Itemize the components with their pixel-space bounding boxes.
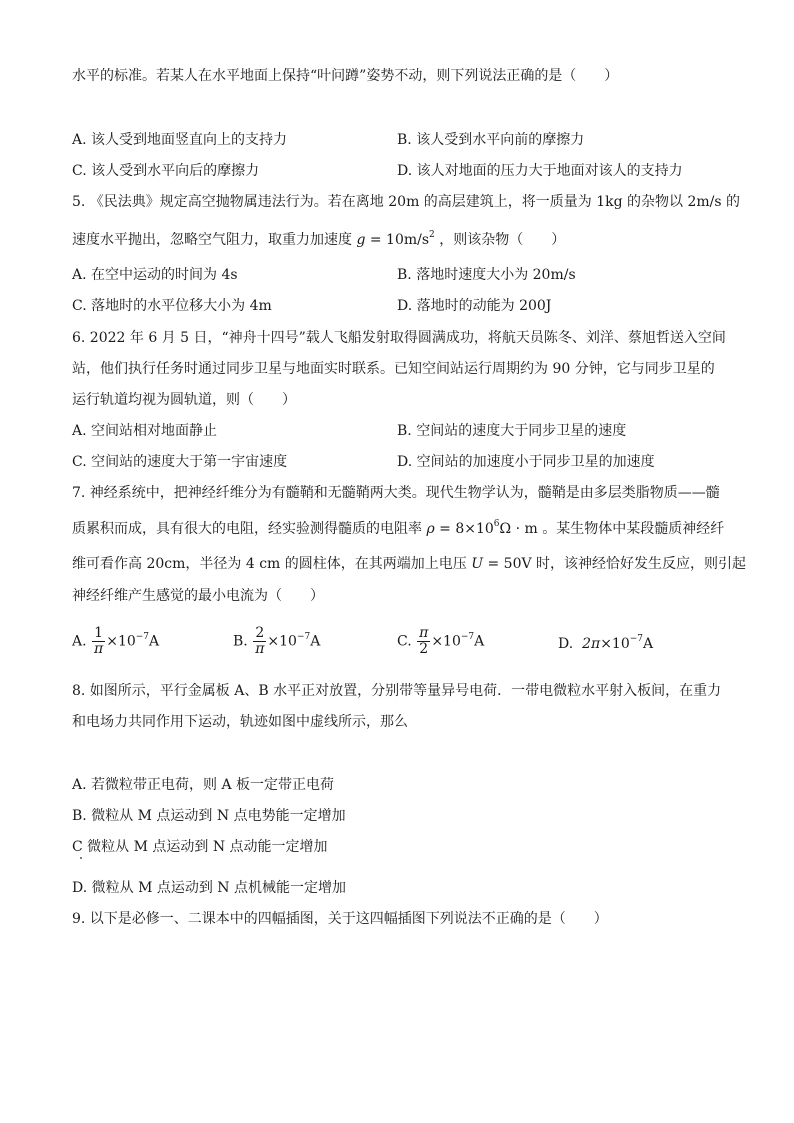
q5-stem-post: ，则该杂物（ ） [434,232,566,248]
q8-stem-line-1: 8. 如图所示，平行金属板 A、B 水平正对放置，分别带等量异号电荷．一带电微粒水平射入板间，在重力 [72,683,722,699]
fraction-numerator: π [419,625,429,641]
exponent: −7 [460,631,475,642]
q5-option-a: A. 在空中运动的时间为 4s [72,267,238,283]
q8-option-d: D. 微粒从 M 点运动到 N 点机械能一定增加 [72,880,347,896]
unit: A [149,633,160,650]
q6-stem-line-3: 运行轨道均视为圆轨道，则（ ） [72,392,296,408]
exponent: −7 [629,634,644,645]
g-symbol: g [356,232,366,248]
q9-stem-line-1: 9. 以下是必修一、二课本中的四幅插图，关于这四幅插图下列说法不正确的是（ ） [72,911,608,927]
q7-option-b-fraction [253,626,266,657]
q5-stem-line-1: 5. 《民法典》规定高空抛物属违法行为。若在离地 20m 的高层建筑上，将一质量为 1kg 的杂物以 2m/s 的 [72,194,741,210]
q7-stem-line-4: 神经纤维产生感觉的最小电流为（ ） [72,588,324,604]
fraction-denominator: π [255,641,265,657]
q5-option-c: C. 落地时的水平位移大小为 4m [72,298,272,314]
q7-option-d [558,634,653,654]
q7-stem-line-2 [72,519,724,539]
g-value: = 10m/s [365,232,430,248]
g-exponent: 2 [429,230,435,241]
q7-option-a-label: A. [72,633,87,650]
exponent: −7 [135,631,150,642]
q8-option-c: C 微粒从 M 点运动到 N 点动能一定增加 [72,839,328,855]
q4-option-d: D. 该人对地面的压力大于地面对该人的支持力 [397,163,683,179]
u-value: = 50V [483,556,532,572]
q4-option-b: B. 该人受到水平向前的摩擦力 [397,132,585,148]
u-symbol: U [471,556,484,572]
fraction-denominator: 2 [419,641,429,657]
fraction-denominator: π [94,641,104,657]
mult-base: ×10 [106,633,136,650]
q6-stem-line-1: 6. 2022 年 6 月 5 日，“神舟十四号”载人飞船发射取得圆满成功，将航天员陈冬、刘洋、蔡旭哲送入空间 [72,330,726,346]
q7-stem-post-3: 时，该神经恰好发生反应，则引起 [531,556,747,572]
mult-base: ×10 [431,633,461,650]
q7-stem-line-1: 7. 神经系统中，把神经纤维分为有髓鞘和无髓鞘两大类。现代生物学认为，髓鞘是由多层类脂物质——髓 [72,485,720,501]
mult-base: ×10 [267,633,297,650]
q6-option-b: B. 空间站的速度大于同步卫星的速度 [397,423,627,439]
q6-option-c: C. 空间站的速度大于第一宇宙速度 [72,454,288,470]
q6-stem-line-2: 站，他们执行任务时通过同步卫星与地面实时联系。已知空间站运行周期约为 90 分钟，它与同步卫星的 [72,361,715,377]
q7-option-a-fraction [92,626,105,657]
q7-stem-pre-3: 维可看作高 20cm，半径为 4 cm 的圆柱体，在其两端加上电压 [72,556,472,572]
rho-value: = 8×10 [434,521,494,537]
rho-exponent: 6 [493,519,500,530]
q8-option-b: B. 微粒从 M 点运动到 N 点电势能一定增加 [72,808,346,824]
rho-unit: Ω · m [499,521,538,537]
q7-option-c-label: C. [397,633,412,650]
q5-option-d: D. 落地时的动能为 200J [397,298,552,314]
q6-option-a: A. 空间站相对地面静止 [72,423,218,439]
q7-option-b [233,626,320,657]
q7-option-c-fraction [417,626,430,657]
unit: A [474,633,485,650]
unit: A [643,636,654,652]
mult-base: ×10 [600,636,630,652]
q4-option-c: C. 该人受到水平向后的摩擦力 [72,163,260,179]
q5-stem-pre: 速度水平抛出，忽略空气阻力，取重力加速度 [72,232,357,248]
fraction-numerator: 1 [92,626,105,642]
q8-stem-line-2: 和电场力共同作用下运动，轨迹如图中虚线所示，那么 [72,714,408,730]
q5-stem-line-2 [72,230,565,250]
q4-stem-line: 水平的标准。若某人在水平地面上保持“叶问蹲”姿势不动，则下列说法正确的是（ ） [72,68,619,84]
q7-stem-post: 。某生物体中某段髓质神经纤 [537,521,725,537]
stray-dot-mark [80,857,82,859]
q7-option-d-label: D. [558,636,574,652]
q4-option-a: A. 该人受到地面竖直向上的支持力 [72,132,288,148]
unit: A [310,633,321,650]
fraction-numerator: 2 [253,626,266,642]
q5-option-b: B. 落地时速度大小为 20m/s [397,267,576,283]
rho-symbol: ρ [426,521,435,537]
q8-option-a: A. 若微粒带正电荷，则 A 板一定带正电荷 [72,777,335,793]
q7-stem-pre: 质累积而成，具有很大的电阻，经实验测得髓质的电阻率 [72,521,427,537]
q6-option-d: D. 空间站的加速度小于同步卫星的加速度 [397,454,655,470]
q7-stem-line-3 [72,554,746,574]
exponent: −7 [296,631,311,642]
q7-option-a [72,626,159,657]
option-d-coefficient: 2π [582,636,601,652]
q7-option-b-label: B. [233,633,248,650]
q7-option-c [397,626,484,657]
